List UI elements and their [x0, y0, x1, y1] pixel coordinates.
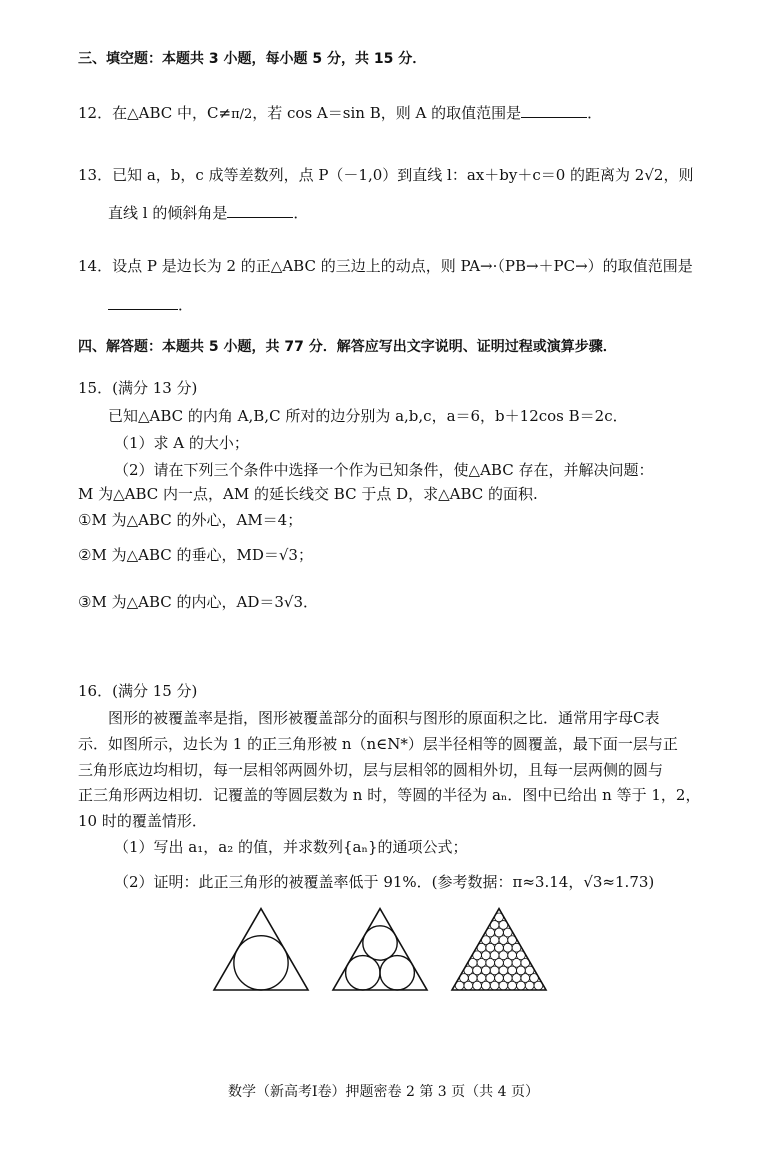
q16-part2: （2）证明：此正三角形的被覆盖率低于 91%．(参考数据：π≈3.14，√3≈1.73) [114, 873, 655, 891]
q12-fraction: π/2 [231, 107, 253, 122]
q15-condition-1: ①M 为△ABC 的外心，AM＝4； [78, 511, 303, 529]
figure-n-10 [452, 909, 546, 990]
triangle-coverage-figures [200, 902, 560, 997]
q12-text-c: ． [587, 104, 603, 122]
q16-header: 16．(满分 15 分) [78, 682, 198, 700]
q15-condition-3: ③M 为△ABC 的内心，AD＝3√3． [78, 593, 318, 611]
section3-heading: 三、填空题：本题共 3 小题，每小题 5 分，共 15 分． [78, 51, 427, 67]
q14-line2 [108, 295, 193, 315]
cover-circle [234, 936, 288, 990]
triangle [452, 909, 546, 990]
q13-answer-blank [227, 203, 293, 218]
page-footer: 数学（新高考Ⅰ卷）押题密卷 2 第 3 页（共 4 页） [228, 1084, 539, 1100]
triangle [333, 909, 427, 990]
figure-n-1 [214, 909, 308, 990]
q15-header: 15．(满分 13 分) [78, 379, 198, 397]
q14-line1: 14．设点 P 是边长为 2 的正△ABC 的三边上的动点，则 PA→·（PB→＋PC→）的取值范围是 [78, 257, 693, 275]
q16-line4: 正三角形两边相切．记覆盖的等圆层数为 n 时，等圆的半径为 aₙ．图中已给出 n 等于 1，2， [78, 786, 701, 804]
q13-line2 [108, 203, 308, 223]
cover-circle [346, 956, 380, 990]
q16-line1: 图形的被覆盖率是指，图形被覆盖部分的面积与图形的原面积之比．通常用字母C表 [108, 709, 660, 727]
q12-answer-blank [521, 103, 587, 118]
question-12 [78, 103, 602, 125]
q13-line2-text: 直线 l 的倾斜角是 [108, 204, 228, 222]
triangle [214, 909, 308, 990]
q14-line2-end: ． [178, 296, 194, 314]
q15-condition-2: ②M 为△ABC 的垂心，MD＝√3； [78, 546, 313, 564]
q15-part1: （1）求 A 的大小； [114, 434, 249, 452]
q16-line5: 10 时的覆盖情形． [78, 812, 207, 830]
figure-n-2 [333, 909, 427, 990]
q13-line1: 13．已知 a，b，c 成等差数列，点 P（－1,0）到直线 l：ax＋by＋c＝0 的距离为 2√2，则 [78, 166, 694, 184]
q15-part2: （2）请在下列三个条件中选择一个作为已知条件，使△ABC 存在，并解决问题： [114, 461, 654, 479]
q12-text-a: 12．在△ABC 中，C≠ [78, 104, 232, 122]
cover-circle [380, 956, 414, 990]
q15-intro: 已知△ABC 的内角 A,B,C 所对的边分别为 a,b,c，a＝6，b＋12cos B＝2c． [108, 407, 628, 425]
q16-part1: （1）写出 a₁，a₂ 的值，并求数列{aₙ}的通项公式； [114, 838, 468, 856]
q12-text-b: ，若 cos A＝sin B，则 A 的取值范围是 [252, 104, 522, 122]
q16-line2: 示．如图所示，边长为 1 的正三角形被 n（n∈N*）层半径相等的圆覆盖，最下面一层与正 [78, 735, 678, 753]
q15-part2-text: M 为△ABC 内一点，AM 的延长线交 BC 于点 D，求△ABC 的面积. [78, 485, 538, 503]
cover-circle [495, 913, 504, 922]
section4-heading: 四、解答题：本题共 5 小题，共 77 分．解答应写出文字说明、证明过程或演算步骤． [78, 339, 617, 355]
q14-answer-blank [108, 295, 178, 310]
q16-line3: 三角形底边均相切，每一层相邻两圆外切，层与层相邻的圆相外切，且每一层两侧的圆与 [78, 761, 664, 779]
cover-circle [363, 926, 397, 960]
q13-line2-end: ． [293, 204, 309, 222]
